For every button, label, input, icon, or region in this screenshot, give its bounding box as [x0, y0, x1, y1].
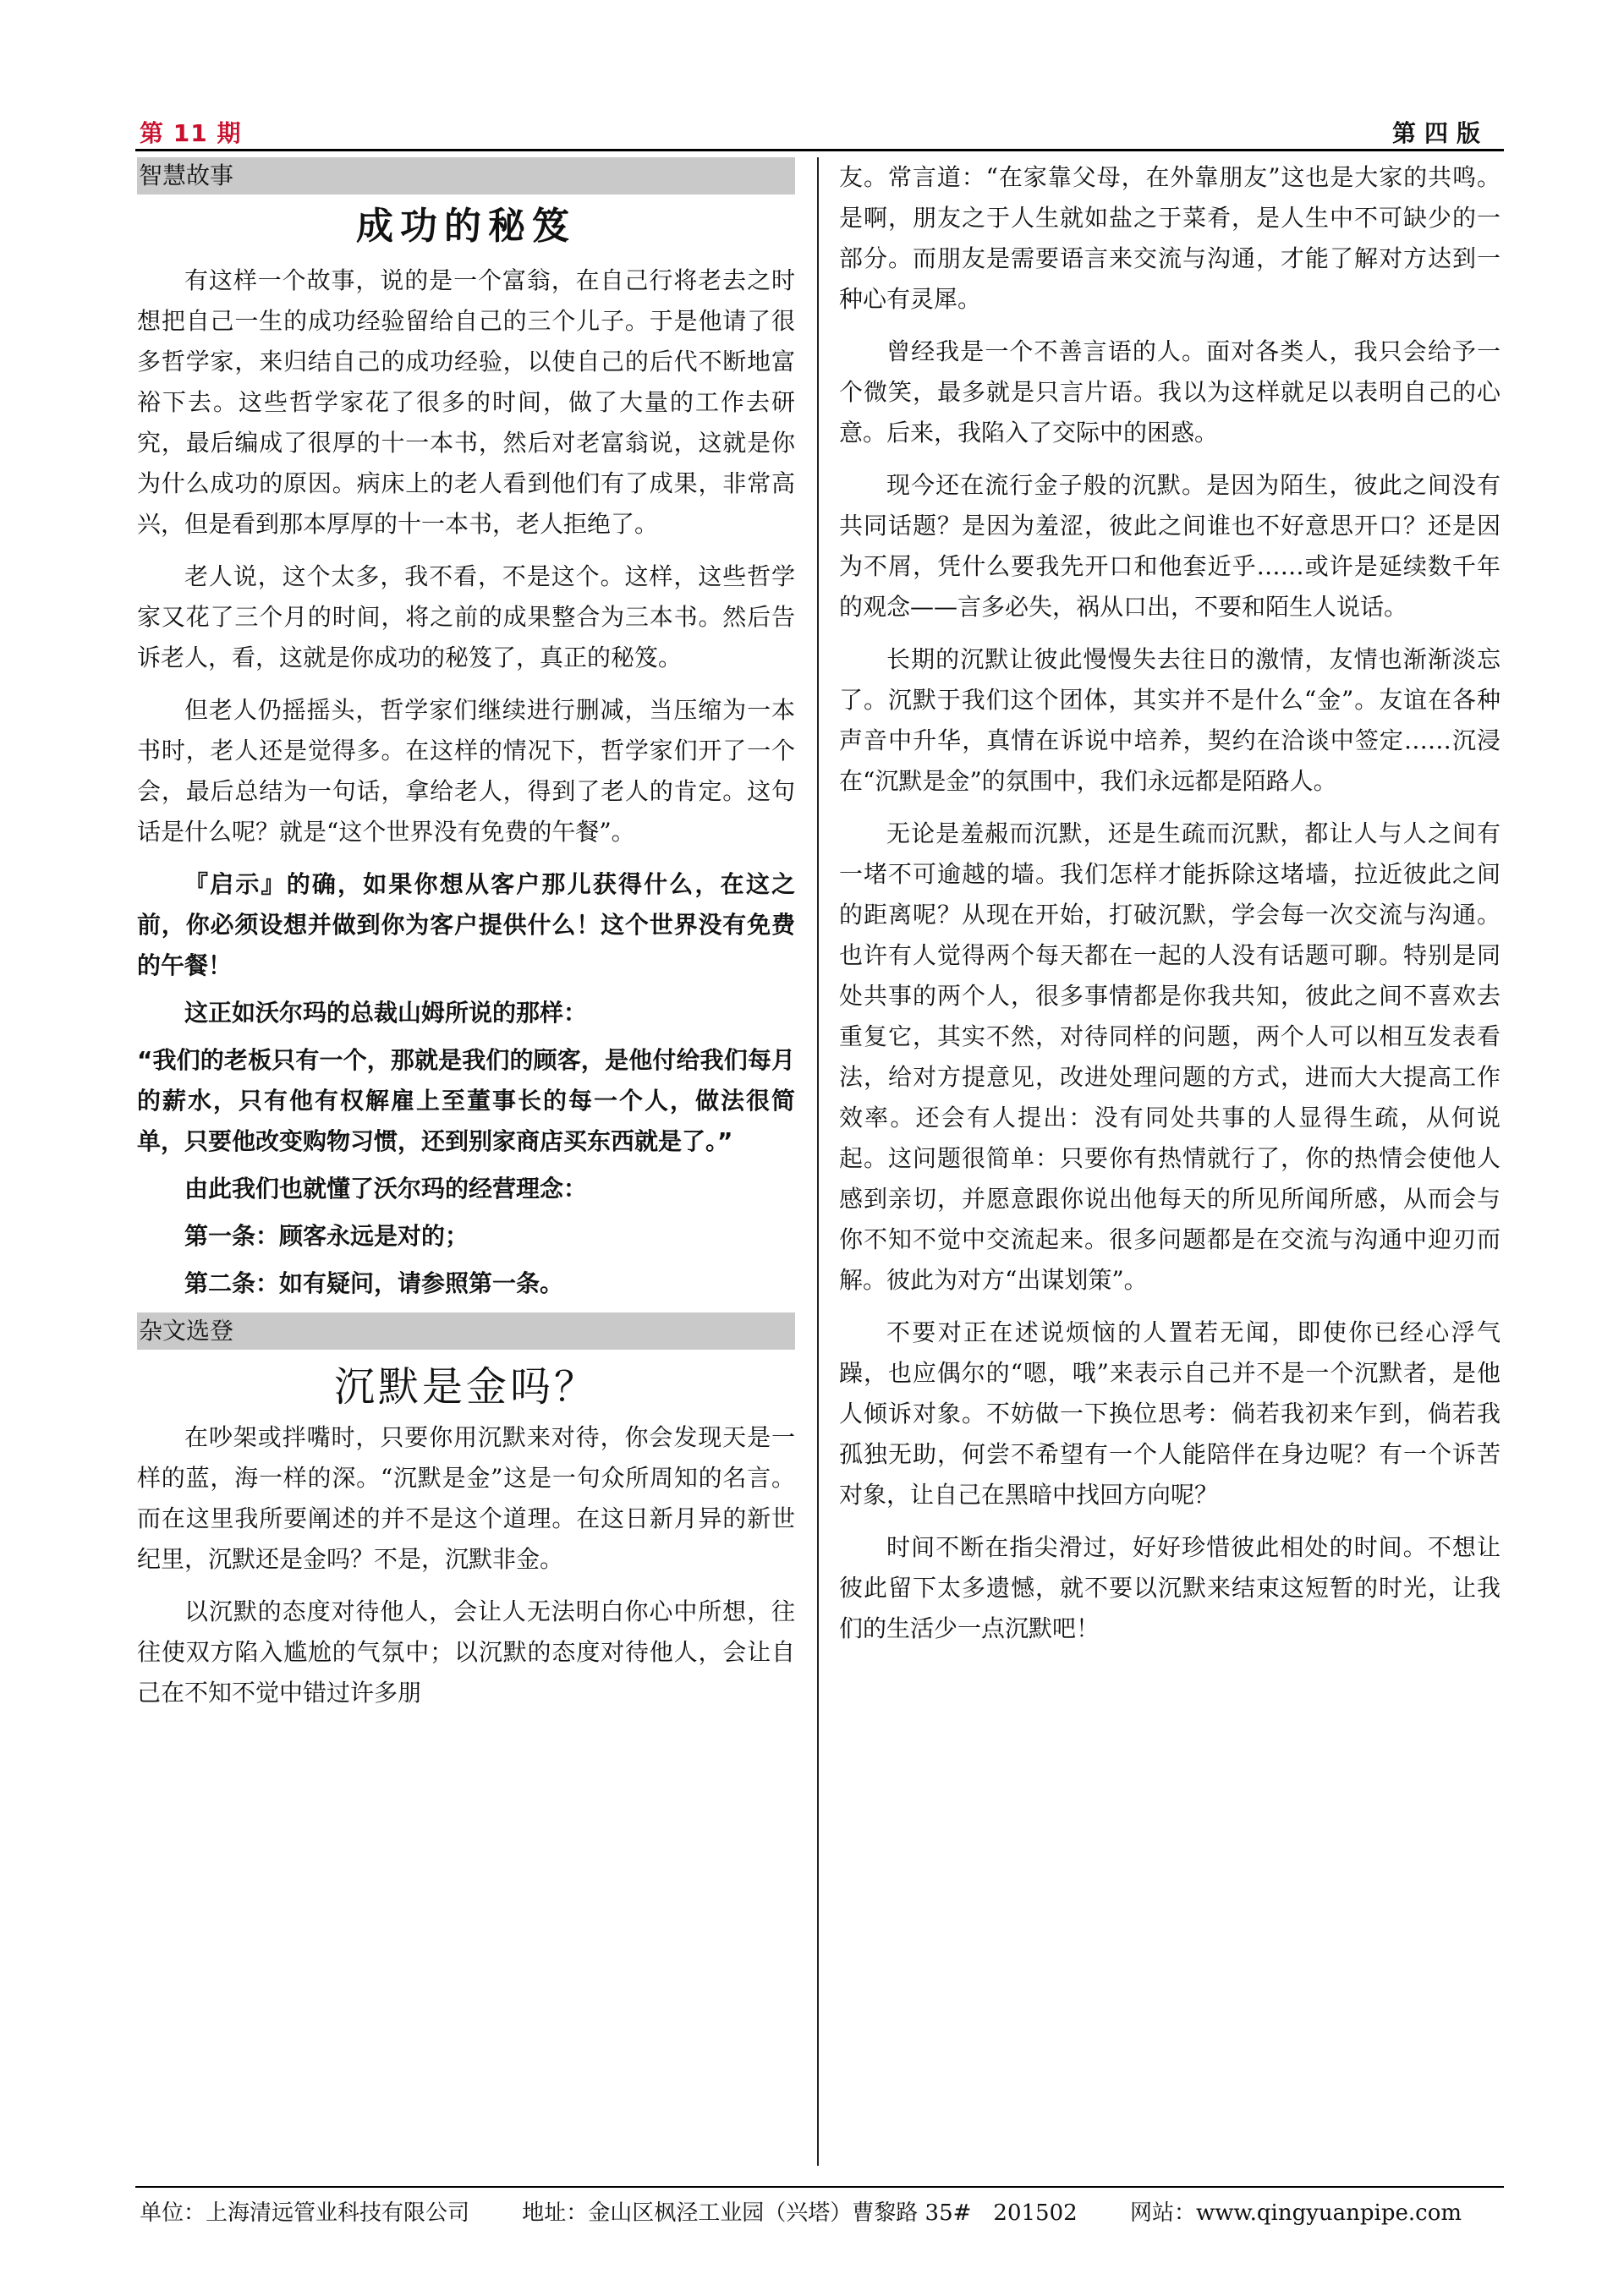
essay-paragraph: 在吵架或拌嘴时，只要你用沉默来对待，你会发现天是一样的蓝，海一样的深。“沉默是金”这是一句众所周知的名言。而在这里我所要阐述的并不是这个道理。在这日新月异的新世纪里，沉默还是金吗？不是，沉默非金。 — [137, 1423, 795, 1573]
issue-number: 第 11 期 — [140, 119, 242, 147]
story-paragraph: 但老人仍摇摇头，哲学家们继续进行删减，当压缩为一本书时，老人还是觉得多。在这样的情况下，哲学家们开了一个会，最后总结为一句话，拿给老人，得到了老人的肯定。这句话是什么呢？就是“这个世界没有免费的午餐”。 — [137, 696, 795, 846]
essay-paragraph: 时间不断在指尖滑过，好好珍惜彼此相处的时间。不想让彼此留下太多遗憾，就不要以沉默来结束这短暂的时光，让我们的生活少一点沉默吧！ — [839, 1533, 1501, 1642]
right-column — [839, 157, 1501, 1661]
article-title-silence: 沉默是金吗？ — [333, 1363, 598, 1411]
essay-paragraph: 无论是羞赧而沉默，还是生疏而沉默，都让人与人之间有一堵不可逾越的墙。我们怎样才能拆除这堵墙，拉近彼此之间的距离呢？从现在开始，打破沉默，学会每一次交流与沟通。也许有人觉得两个每天都在一起的人没有话题可聊。特别是同处共事的两个人，很多事情都是你我共知，彼此之间不喜欢去重复它，其实不然，对待同样的问题，两个人可以相互发表看法，给对方提意见，改进处理问题的方式，进而大大提高工作效率。还会有人提出：没有同处共事的人显得生疏，从何说起。这问题很简单：只要你有热情就行了，你的热情会使他人感到亲切，并愿意跟你说出他每天的所见所闻所感，从而会与你不知不觉中交流起来。很多问题都是在交流与沟通中迎刃而解。彼此为对方“出谋划策”。 — [839, 819, 1501, 1294]
section-header-wisdom: 智慧故事 — [137, 157, 795, 195]
footer — [140, 2195, 1507, 2227]
insight-paragraph: 这正如沃尔玛的总裁山姆所说的那样： — [184, 999, 588, 1027]
article-title-success: 成功的秘笈 — [356, 205, 576, 248]
essay-paragraph: 曾经我是一个不善言语的人。面对各类人，我只会给予一个微笑，最多就是只言片语。我以为这样就足以表明自己的心意。后来，我陷入了交际中的困惑。 — [839, 337, 1501, 447]
essay-paragraph: 长期的沉默让彼此慢慢失去往日的激情，友情也渐渐淡忘了。沉默于我们这个团体，其实并不是什么“金”。友谊在各种声音中升华，真情在诉说中培养，契约在洽谈中签定……沉浸在“沉默是金”的氛围中，我们永远都是陌路人。 — [839, 645, 1501, 795]
section-header-essay: 杂文选登 — [137, 1312, 795, 1350]
principle-item: 第一条：顾客永远是对的； — [184, 1222, 469, 1250]
header-rule — [135, 149, 1504, 151]
edition-label: 第四版 — [1391, 119, 1489, 147]
column-divider — [817, 157, 819, 2166]
story-paragraph: 老人说，这个太多，我不看，不是这个。这样，这些哲学家又花了三个月的时间，将之前的成果整合为三本书。然后告诉老人，看，这就是你成功的秘笈了，真正的秘笈。 — [137, 562, 795, 671]
insight-paragraph: 由此我们也就懂了沃尔玛的经营理念： — [184, 1175, 588, 1203]
footer-unit: 单位：上海清远管业科技有限公司 — [140, 2200, 470, 2226]
story-paragraph: 有这样一个故事，说的是一个富翁，在自己行将老去之时想把自己一生的成功经验留给自己的三个儿子。于是他请了很多哲学家，来归结自己的成功经验，以使自己的后代不断地富裕下去。这些哲学家花了很多的时间，做了大量的工作去研究，最后编成了很厚的十一本书，然后对老富翁说，这就是你为什么成功的原因。病床上的老人看到他们有了成果，非常高兴，但是看到那本厚厚的十一本书，老人拒绝了。 — [137, 266, 795, 538]
insight-paragraph: 『启示』的确，如果你想从客户那儿获得什么，在这之前，你必须设想并做到你为客户提供什么！这个世界没有免费的午餐！ — [137, 870, 795, 979]
essay-paragraph: 现今还在流行金子般的沉默。是因为陌生，彼此之间没有共同话题？是因为羞涩，彼此之间谁也不好意思开口？还是因为不屑，凭什么要我先开口和他套近乎……或许是延续数千年的观念——言多必失，祸从口出，不要和陌生人说话。 — [839, 471, 1501, 621]
footer-rule — [135, 2186, 1504, 2188]
principle-item: 第二条：如有疑问，请参照第一条。 — [184, 1269, 564, 1297]
footer-website: 网站：www.qingyuanpipe.com — [1129, 2200, 1462, 2226]
left-column — [137, 157, 795, 1725]
footer-address: 地址：金山区枫泾工业园（兴塔）曹黎路 35# 201502 — [522, 2200, 1078, 2226]
essay-paragraph: 以沉默的态度对待他人，会让人无法明白你心中所想，往往使双方陷入尴尬的气氛中；以沉默的态度对待他人，会让自己在不知不觉中错过许多朋 — [137, 1597, 795, 1707]
quote-paragraph: “我们的老板只有一个，那就是我们的顾客，是他付给我们每月的薪水，只有他有权解雇上至董事长的每一个人，做法很简单，只要他改变购物习惯，还到别家商店买东西就是了。” — [137, 1046, 795, 1155]
essay-paragraph: 不要对正在述说烦恼的人置若无闻，即使你已经心浮气躁，也应偶尔的“嗯，哦”来表示自己并不是一个沉默者，是他人倾诉对象。不妨做一下换位思考：倘若我初来乍到，倘若我孤独无助，何尝不希望有一个人能陪伴在身边呢？有一个诉苦对象，让自己在黑暗中找回方向呢？ — [839, 1318, 1501, 1509]
essay-continuation: 友。常言道：“在家靠父母，在外靠朋友”这也是大家的共鸣。是啊，朋友之于人生就如盐之于菜肴，是人生中不可缺少的一部分。而朋友是需要语言来交流与沟通，才能了解对方达到一种心有灵犀。 — [839, 163, 1501, 313]
